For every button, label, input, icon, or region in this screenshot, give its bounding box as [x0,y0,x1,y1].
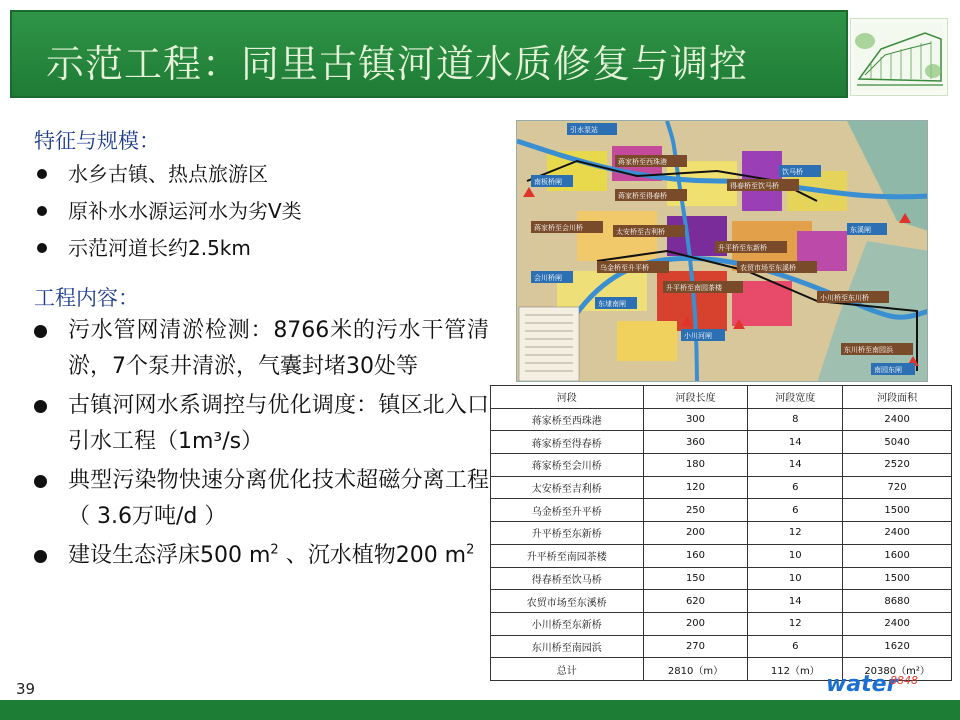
table-row [491,567,952,590]
table-header: 河段宽度 [748,386,843,409]
table-header: 河段面积 [843,386,952,409]
page-number: 39 [16,680,36,698]
table-header-row [491,386,952,409]
table-cell: 6 [748,476,843,499]
table-cell: 8 [748,408,843,431]
watermark-text: water [826,672,898,697]
table-cell: 10 [748,544,843,567]
map-label: 南园东闸 [874,366,902,374]
table-cell: 2520 [843,454,952,477]
map-label: 引水泵站 [570,126,598,134]
table-cell: 农贸市场至东溪桥 [491,590,644,613]
table-row [491,476,952,499]
table-cell: 升平桥至东新桥 [491,522,644,545]
map-label: 蒋家桥至得春桥 [618,192,667,200]
table-cell: 720 [843,476,952,499]
table-cell: 360 [643,431,748,454]
map-label: 升平桥至东新桥 [718,244,767,252]
table-row [491,635,952,658]
table-row [491,454,952,477]
table-cell: 8680 [843,590,952,613]
table-cell: 蒋家桥至会川桥 [491,454,644,477]
table-cell: 20380（m²） [843,658,952,681]
table-cell: 112（m） [748,658,843,681]
table-cell: 14 [748,454,843,477]
table-cell: 乌金桥至升平桥 [491,499,644,522]
table-header: 河段长度 [643,386,748,409]
list-item: 建设生态浮床500 $m^2$ 、沉水植物200 $m^2$ [34,538,489,574]
table-row [491,408,952,431]
list-item: 原补水水源运河水为劣V类 [34,193,302,230]
map-label: 农贸市场至东溪桥 [740,264,796,272]
table-cell: 6 [748,635,843,658]
table-cell: 2810（m） [643,658,748,681]
table-cell: 得春桥至饮马桥 [491,567,644,590]
table-cell: 12 [748,522,843,545]
table-cell: 300 [643,408,748,431]
table-cell: 2400 [843,612,952,635]
features-list [34,156,302,267]
table-cell: 小川桥至东新桥 [491,612,644,635]
map-legend [519,307,579,381]
bullet-icon [34,475,47,488]
table-cell: 150 [643,567,748,590]
works-heading: 工程内容： [34,286,139,310]
slide-title: 示范工程：同里古镇河道水质修复与调控 [46,42,749,86]
map-label: 南板桥闸 [534,178,562,186]
map-label: 太安桥至吉利桥 [616,228,665,236]
map-label: 东溪闸 [850,226,871,234]
table-cell: 1500 [843,567,952,590]
table-cell: 160 [643,544,748,567]
table-header: 河段 [491,386,644,409]
bullet-icon [34,325,47,338]
table-cell: 升平桥至南园茶楼 [491,544,644,567]
table-cell: 14 [748,431,843,454]
table-row [491,612,952,635]
table-cell: 200 [643,522,748,545]
table-cell: 1600 [843,544,952,567]
table-cell: 总计 [491,658,644,681]
list-item: 古镇河网水系调控与优化调度：镇区北入口引水工程（1m³/s） [34,388,489,460]
map-label: 蒋家桥至西珠港 [618,158,667,166]
list-item: 典型污染物快速分离优化技术超磁分离工程（ 3.6万吨/d ） [34,463,489,535]
table-row [491,544,952,567]
map-label: 东川桥至南园浜 [844,346,893,354]
table-cell: 180 [643,454,748,477]
table-cell: 1500 [843,499,952,522]
bullet-icon [34,550,47,563]
map-label: 升平桥至南园茶楼 [666,284,722,292]
table-cell: 太安桥至吉利桥 [491,476,644,499]
table-row [491,431,952,454]
bullet-icon [37,243,47,253]
map-label: 会川桥闸 [534,274,562,282]
table-cell: 10 [748,567,843,590]
list-item: 示范河道长约2.5km [34,230,302,267]
bullet-icon [37,206,47,216]
slide-header [0,0,960,110]
river-map [516,120,928,382]
footer-band [0,700,960,720]
map-label: 小川桥至东川桥 [820,294,869,302]
map-label: 饮马桥 [782,168,803,176]
building-logo-icon [850,18,948,96]
table-cell: 620 [643,590,748,613]
map-label: 蒋家桥至会川桥 [534,224,583,232]
map-label: 得春桥至饮马桥 [730,182,779,190]
map-label: 小川河闸 [684,332,712,340]
table-row [491,522,952,545]
table-cell: 200 [643,612,748,635]
table-cell: 1620 [843,635,952,658]
watermark-logo [826,672,948,716]
river-segments-table [490,385,952,681]
table-row [491,499,952,522]
table-cell: 6 [748,499,843,522]
table-cell: 蒋家桥至西珠港 [491,408,644,431]
table-cell: 270 [643,635,748,658]
table-cell: 东川桥至南园浜 [491,635,644,658]
map-label: 东埭南闸 [598,300,626,308]
works-list [34,313,489,577]
table-cell: 12 [748,612,843,635]
table-body [491,408,952,680]
bullet-icon [34,400,47,413]
map-label: 乌金桥至升平桥 [600,264,649,272]
watermark-sub: 8848 [890,674,918,687]
bullet-icon [37,169,47,179]
table-cell: 14 [748,590,843,613]
table-cell: 蒋家桥至得春桥 [491,431,644,454]
list-item: 污水管网清淤检测：8766米的污水干管清淤，7个泵井清淤，气囊封堵30处等 [34,313,489,385]
table-cell: 120 [643,476,748,499]
features-heading: 特征与规模： [34,129,160,153]
table-cell: 250 [643,499,748,522]
table-cell: 2400 [843,408,952,431]
table-row [491,590,952,613]
table-cell: 2400 [843,522,952,545]
list-item: 水乡古镇、热点旅游区 [34,156,302,193]
table-cell: 5040 [843,431,952,454]
